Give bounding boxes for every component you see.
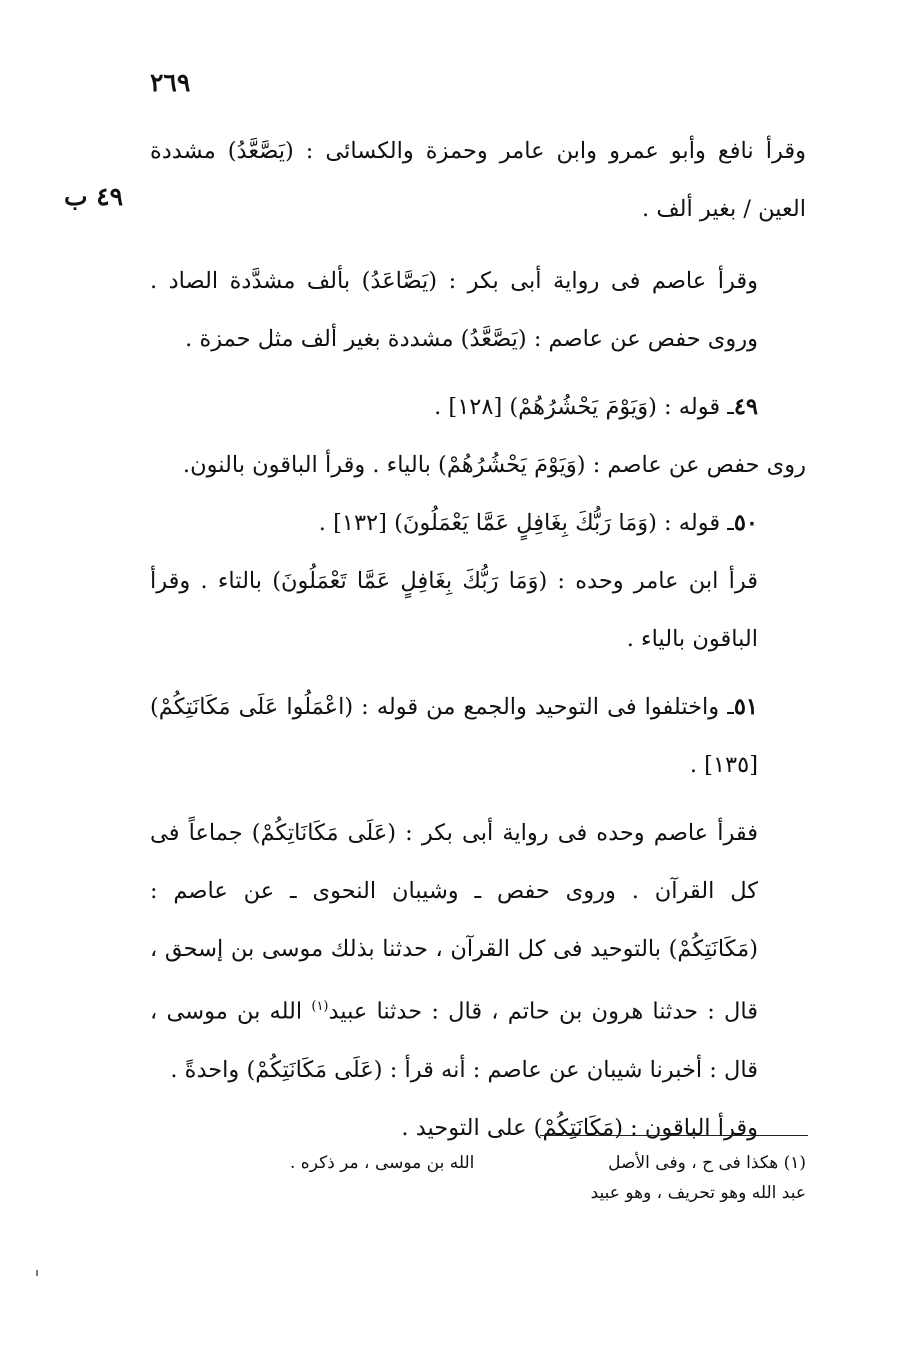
item-49-text: ـ قوله : (وَيَوْمَ يَحْشُرُهُمْ) [١٢٨] . <box>434 394 734 420</box>
paragraph-8-text-before: فقرأ عاصم وحده فى رواية أبى بكر : (عَلَى مَكَانَاتِكُمْ) جماعاً فى كل القرآن . وروى حفص ـ وشيبان النحوى ـ عن عاصم : (مَكَانَتِكُمْ) بالتوحيد فى كل القرآن ، حدثنا بذلك موسى بن إسحق ، قال : حدثنا هرون بن حاتم ، قال : حدثنا عبيد <box>150 820 758 1025</box>
item-49 <box>150 378 806 436</box>
item-49-number: ٤٩ <box>733 394 758 420</box>
paragraph-1-text: وقرأ نافع وأبو عمرو وابن عامر وحمزة والكسائى : (يَصَّعَّدُ) مشددة العين / بغير ألف . <box>150 138 806 222</box>
footnote-line-1-right: (١) هكذا فى ح ، وفى الأصل <box>608 1153 806 1173</box>
item-50-text: ـ قوله : (وَمَا رَبُّكَ بِغَافِلٍ عَمَّا يَعْمَلُونَ) [١٣٢] . <box>318 510 734 536</box>
paragraph-6-text: قرأ ابن عامر وحده : (وَمَا رَبُّكَ بِغَافِلٍ عَمَّا تَعْمَلُونَ) بالتاء . وقرأ الباقون بالياء . <box>150 568 758 652</box>
item-51-text: ـ واختلفوا فى التوحيد والجمع من قوله : (اعْمَلُوا عَلَى مَكَانَتِكُمْ) [١٣٥] . <box>150 694 758 778</box>
paragraph-4-text: روى حفص عن عاصم : (وَيَوْمَ يَحْشُرُهُمْ) بالياء . وقرأ الباقون بالنون. <box>182 452 806 478</box>
footnote-line-1 <box>290 1148 806 1178</box>
item-50 <box>150 494 806 552</box>
item-51-number: ٥١ <box>733 694 758 720</box>
footnote-line-2: عبد الله وهو تحريف ، وهو عبيد <box>590 1183 806 1203</box>
paragraph-6 <box>150 552 806 668</box>
footnote-line-1-left: الله بن موسى ، مر ذكره . <box>290 1153 475 1173</box>
scan-mark <box>36 1270 38 1276</box>
footnote-block <box>290 1148 806 1208</box>
paragraph-2-text: وقرأ عاصم فى رواية أبى بكر : (يَصَّاعَدُ) بألف مشدَّدة الصاد . وروى حفص عن عاصم : (يَصَّعَّدُ) مشددة بغير ألف مثل حمزة . <box>150 268 758 352</box>
paragraph-9-text: وقرأ الباقون : (مَكَانَتِكُمْ) على التوحيد . <box>401 1114 758 1141</box>
paragraph-1 <box>150 122 806 238</box>
footnote-divider <box>540 1135 808 1136</box>
page-number: ٢٦٩ <box>150 68 191 97</box>
paragraph-2 <box>150 252 806 368</box>
main-text <box>150 122 806 1157</box>
paragraph-8 <box>150 804 806 1099</box>
footnote-marker: (١) <box>311 999 329 1014</box>
margin-note: ٤٩ ب <box>64 182 124 211</box>
paragraph-8-text-after: الله بن موسى ، قال : أخبرنا شيبان عن عاصم : أنه قرأ : (عَلَى مَكَانَتِكُمْ) واحدةً . <box>150 998 758 1083</box>
item-50-number: ٥٠ <box>733 510 758 536</box>
paragraph-4 <box>150 436 806 494</box>
item-51 <box>150 678 806 794</box>
